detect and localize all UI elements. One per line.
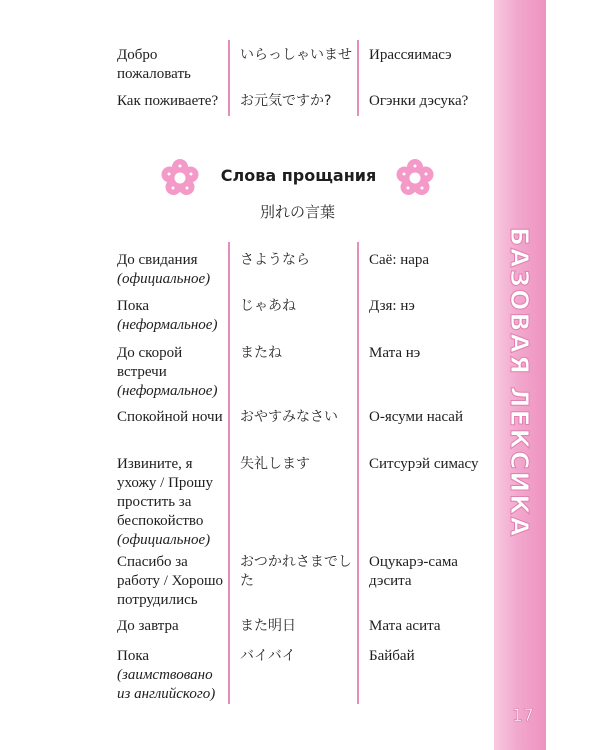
transcription: Мата асита [369,618,441,634]
usage-note: (официальное) [117,532,211,548]
table-row [0,46,494,86]
japanese-phrase: いらっしゃいませ [240,47,352,63]
japanese-phrase: おつかれさまでした [240,554,352,589]
sakura-flower-icon [395,158,435,198]
table-row [0,92,494,114]
russian-phrase: До завтра [117,618,179,634]
russian-phrase: Пока (заимствовано из английского) [117,648,216,702]
russian-phrase: Как поживаете? [117,93,219,109]
russian-phrase: До скорой встречи (неформальное) [117,345,218,399]
usage-note: (официальное) [117,271,211,287]
sakura-flower-icon [160,158,200,198]
russian-phrase: До свидания (официальное) [117,252,211,287]
usage-note: (неформальное) [117,383,218,399]
column-divider [228,242,230,704]
chapter-title [494,222,546,542]
transcription: Оцукарэ-сама дэсита [369,554,458,589]
russian-phrase: Спасибо за работу / Хорошо потрудились [117,554,224,608]
transcription: Ситсурэй симасу [369,456,479,472]
page-number: 17 [512,706,534,726]
russian-phrase: Извините, я ухожу / Прошу простить за беспокойство (официальное) [117,456,213,548]
japanese-phrase: お元気ですか? [240,93,332,109]
transcription: Байбай [369,648,415,664]
russian-phrase: Пока (неформальное) [117,298,218,333]
chapter-title-text: БАЗОВАЯ ЛЕКСИКА [505,226,535,538]
transcription: Огэнки дэсука? [369,93,469,109]
usage-note: (неформальное) [117,317,218,333]
column-divider [357,40,359,116]
russian-phrase: Спокойной ночи [117,409,223,425]
japanese-phrase: おやすみなさい [240,409,338,425]
japanese-phrase: さようなら [240,252,310,268]
japanese-phrase: バイバイ [240,648,296,664]
usage-note: (заимствовано из английского) [117,667,216,702]
russian-phrase: Добро пожаловать [117,47,191,82]
section-heading [160,158,435,198]
transcription: Дзя: нэ [369,298,415,314]
japanese-phrase: またね [240,345,282,361]
section-subtitle: 別れの言葉 [259,203,335,221]
japanese-phrase: また明日 [240,618,296,634]
transcription: Саё: нара [369,252,430,268]
transcription: Мата нэ [369,345,421,361]
transcription: О-ясуми насай [369,409,463,425]
transcription: Ирассяимасэ [369,47,452,63]
japanese-phrase: 失礼します [240,456,310,472]
column-divider [228,40,230,116]
column-divider [357,242,359,704]
section-title: Слова прощания [220,166,377,185]
japanese-phrase: じゃあね [240,298,296,314]
